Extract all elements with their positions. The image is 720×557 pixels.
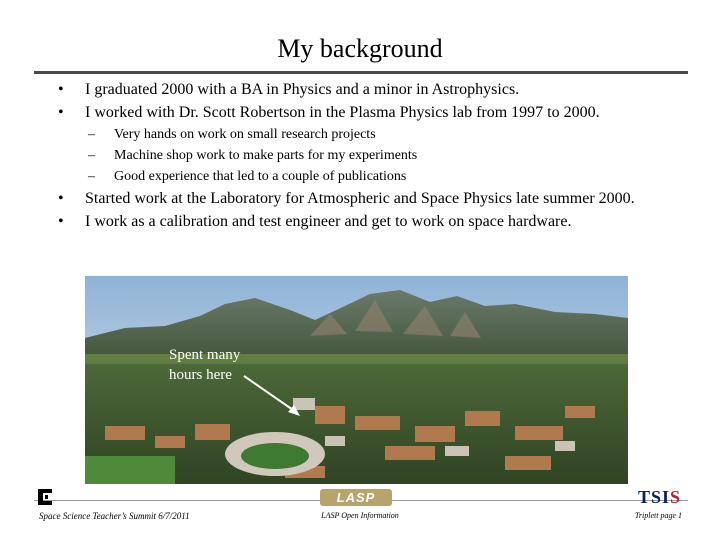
sub-bullet-marker: – (88, 169, 95, 184)
bullet-marker: • (58, 81, 64, 98)
photo-callout (169, 345, 240, 385)
bullet-text: I work as a calibration and test engineer and get to work on space hardware. (85, 213, 572, 230)
sub-bullet-item (58, 147, 678, 165)
bullet-text: I graduated 2000 with a BA in Physics and a minor in Astrophysics. (85, 81, 520, 98)
sub-bullet-item (58, 126, 678, 144)
tsis-logo-part2: S (670, 487, 682, 507)
campus-photo (85, 276, 628, 484)
sub-bullet-item (58, 168, 678, 186)
bullet-text: Started work at the Laboratory for Atmospheric and Space Physics late summer 2000. (85, 190, 635, 207)
bullet-item (58, 80, 678, 99)
bullet-text: I worked with Dr. Scott Robertson in the Plasma Physics lab from 1997 to 2000. (85, 104, 600, 121)
tsis-logo-part1: TSI (638, 487, 671, 507)
callout-line-1: Spent many (169, 347, 241, 363)
sub-bullet-text: Very hands on work on small research projects (114, 127, 376, 142)
bullet-item (58, 103, 678, 122)
bullet-item (58, 212, 678, 231)
bullet-list (58, 80, 678, 235)
footer-center: LASP Open Information (321, 511, 399, 520)
bullet-marker: • (58, 190, 64, 207)
callout-arrow (240, 372, 304, 420)
bullet-marker: • (58, 213, 64, 230)
sub-bullet-text: Machine shop work to make parts for my experiments (114, 148, 418, 163)
callout-line-2: hours here (169, 367, 232, 383)
lasp-logo: LASP (320, 489, 392, 506)
sub-bullet-marker: – (88, 127, 95, 142)
title-divider (34, 71, 688, 74)
cu-logo-icon (34, 486, 56, 508)
slide-title: My background (277, 34, 443, 63)
footer-left: Space Science Teacher’s Summit 6/7/2011 (39, 511, 190, 521)
sub-bullet-marker: – (88, 148, 95, 163)
bullet-marker: • (58, 104, 64, 121)
bullet-item (58, 189, 678, 208)
tsis-logo (638, 487, 681, 508)
sub-bullet-text: Good experience that led to a couple of publications (114, 169, 407, 184)
footer-right: Triplett page 1 (634, 511, 682, 520)
